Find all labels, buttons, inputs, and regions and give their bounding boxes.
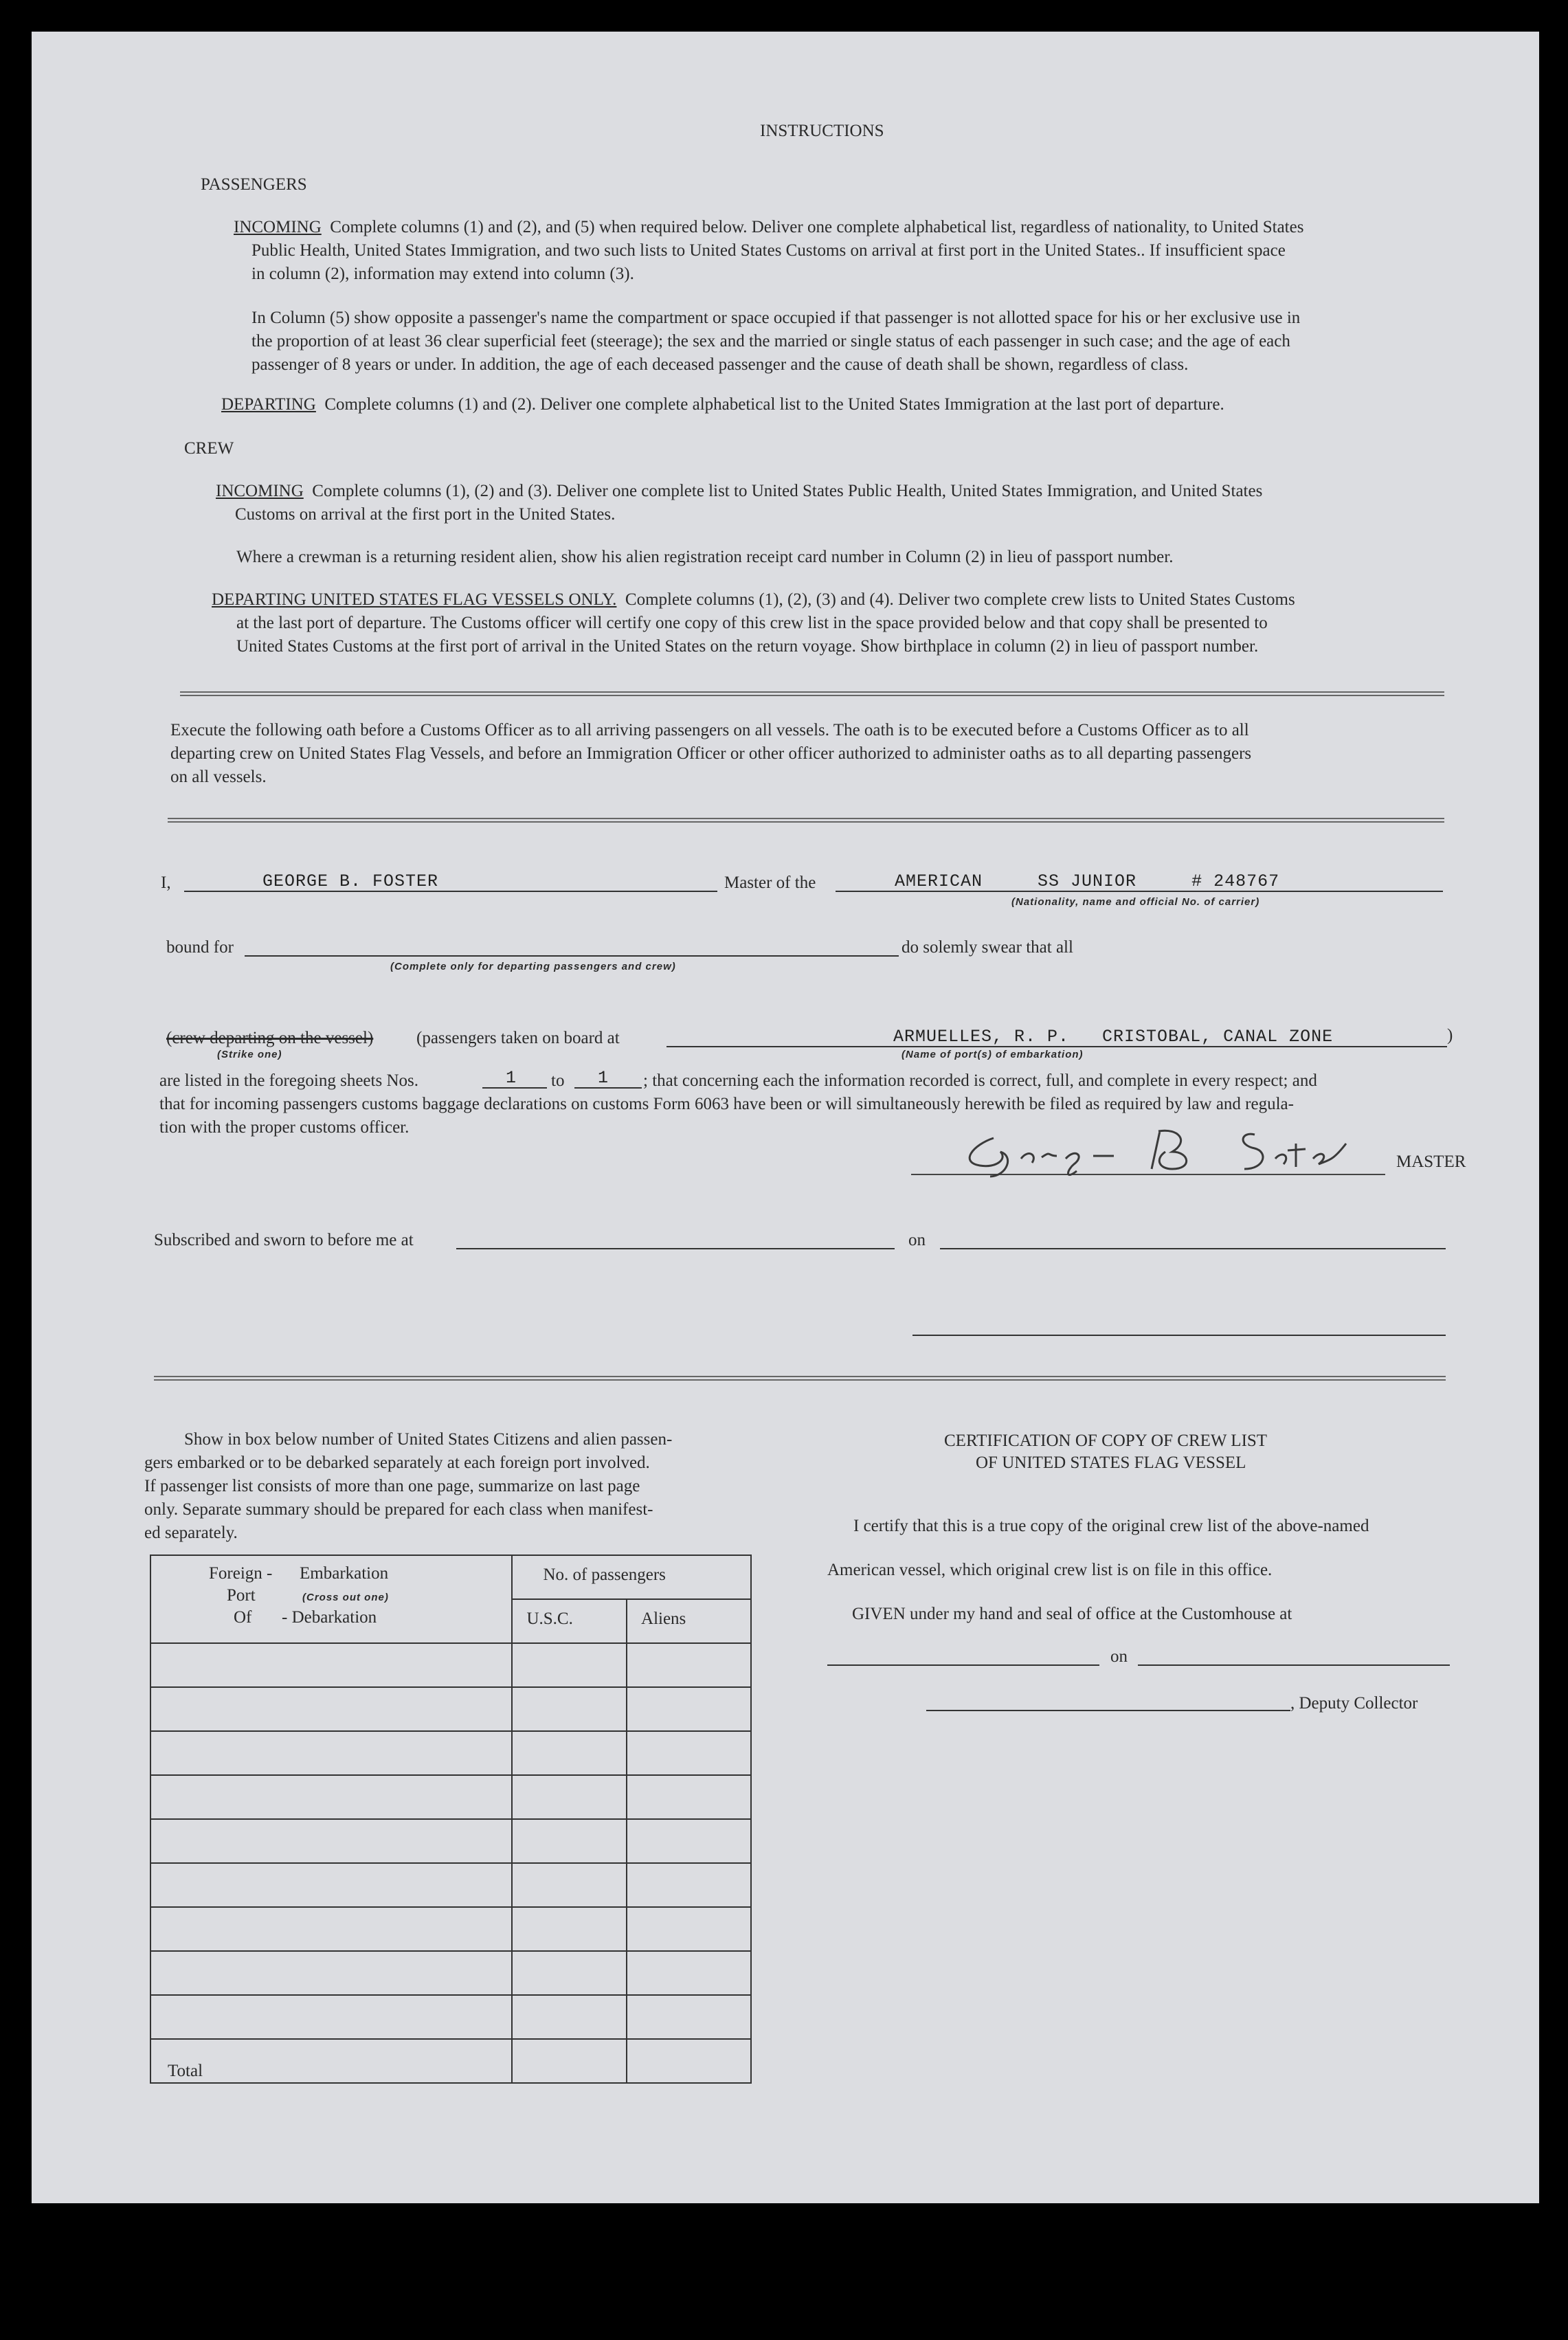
usc-cell[interactable] — [512, 1687, 627, 1731]
table-row — [150, 1687, 751, 1731]
deputy-collector-field[interactable] — [926, 1691, 1290, 1711]
port-cell[interactable] — [150, 1863, 512, 1907]
listed-suffix: ; that concerning each the information recorded is correct, full, and complete in every respect; and — [643, 1071, 1317, 1090]
bound-for-caption: (Complete only for departing passengers and crew) — [390, 961, 676, 972]
oath-intro-line2: departing crew on United States Flag Vessels, and before an Immigration Officer or other officer authorized to administer oaths as to all departing passengers — [170, 744, 1252, 763]
usc-cell[interactable] — [512, 1775, 627, 1819]
table-row — [150, 1819, 751, 1863]
oath-line2: that for incoming passengers customs baggage declarations on customs Form 6063 have been or will simultaneously herewith be filed as required by law and regula- — [159, 1095, 1294, 1113]
summary-intro-line4: only. Separate summary should be prepared for each class when manifest- — [144, 1500, 653, 1519]
incoming-line1: Complete columns (1) and (2), and (5) when required below. Deliver one complete alphabetical list, regardless of nationality, to United States — [330, 218, 1304, 236]
crew-heading: CREW — [184, 439, 234, 458]
crew-incoming-label: INCOMING — [216, 482, 304, 500]
flag-vessels-label: DEPARTING UNITED STATES FLAG VESSELS ONLY. — [212, 590, 617, 609]
column5-line2: the proportion of at least 36 clear superficial feet (steerage); the sex and the married or single status of each passenger in such case; and the age of each — [251, 332, 1290, 350]
flag-vessels-paragraph — [212, 588, 1295, 612]
usc-cell[interactable] — [512, 1951, 627, 1995]
port-caption: (Name of port(s) of embarkation) — [901, 1049, 1084, 1060]
summary-intro-line3: If passenger list consists of more than one page, summarize on last page — [144, 1477, 640, 1495]
aliens-cell[interactable] — [627, 1907, 751, 1951]
sworn-place-field[interactable] — [456, 1229, 895, 1249]
swear-text: do solemly swear that all — [901, 938, 1073, 957]
oath-intro-line3: on all vessels. — [170, 768, 267, 786]
certification-date-field[interactable] — [1138, 1645, 1450, 1666]
incoming-line3: in column (2), information may extend into column (3). — [251, 265, 634, 283]
debarkation-label: - Debarkation — [282, 1608, 377, 1627]
certification-line1: I certify that this is a true copy of the original crew list of the above-named — [853, 1517, 1369, 1535]
sworn-officer-field[interactable] — [912, 1315, 1446, 1336]
summary-intro-line1: Show in box below number of United States Citizens and alien passen- — [184, 1430, 673, 1449]
crewman-text: Where a crewman is a returning resident alien, show his alien registration receipt card number in Column (2) in lieu of passport number. — [236, 548, 1174, 566]
aliens-cell[interactable] — [627, 1687, 751, 1731]
certification-line2: American vessel, which original crew list is on file in this office. — [827, 1561, 1273, 1579]
carrier-caption: (Nationality, name and official No. of carrier) — [1011, 896, 1260, 908]
master-of-label: Master of the — [724, 873, 816, 892]
usc-cell[interactable] — [512, 1643, 627, 1687]
usc-cell[interactable] — [512, 1731, 627, 1775]
i-label: I, — [161, 873, 171, 892]
summary-intro-line2: gers embarked or to be debarked separately at each foreign port involved. — [144, 1453, 650, 1472]
port-cell[interactable] — [150, 1819, 512, 1863]
bound-for-field[interactable] — [245, 936, 899, 957]
crew-incoming-line1: Complete columns (1), (2) and (3). Deliver one complete list to United States Public Health, United States Immigration, and United States — [312, 482, 1263, 500]
port-cell[interactable] — [150, 1731, 512, 1775]
crew-option-struck: (crew departing on the vessel) — [166, 1029, 374, 1047]
usc-total-cell[interactable] — [512, 2039, 627, 2083]
carrier-value: AMERICAN SS JUNIOR # 248767 — [895, 871, 1280, 891]
instructions-title: INSTRUCTIONS — [760, 122, 884, 140]
aliens-cell[interactable] — [627, 1819, 751, 1863]
certification-on-label: on — [1110, 1647, 1128, 1666]
deputy-collector-label: , Deputy Collector — [1290, 1694, 1418, 1713]
flag-line2: at the last port of departure. The Customs officer will certify one copy of this crew list in the space provided below and that copy shall be presented to — [236, 614, 1268, 632]
no-passengers-header: No. of passengers — [512, 1555, 751, 1599]
subscribed-label: Subscribed and sworn to before me at — [154, 1231, 414, 1249]
master-label: MASTER — [1396, 1152, 1466, 1171]
listed-prefix: are listed in the foregoing sheets Nos. — [159, 1071, 418, 1090]
signature-text — [994, 1153, 1053, 1161]
section-divider — [180, 691, 1444, 696]
aliens-cell[interactable] — [627, 1995, 751, 2039]
aliens-cell[interactable] — [627, 1731, 751, 1775]
certification-line3: GIVEN under my hand and seal of office at the Customhouse at — [852, 1605, 1292, 1623]
crew-incoming-paragraph — [216, 480, 1262, 503]
usc-cell[interactable] — [512, 1863, 627, 1907]
oath-intro-line1: Execute the following oath before a Customs Officer as to all arriving passengers on all vessels. The oath is to be executed before a Customs Officer as to all — [170, 721, 1249, 739]
section-divider — [168, 818, 1444, 823]
port-label: Port — [227, 1586, 256, 1605]
summary-intro-line5: ed separately. — [144, 1524, 238, 1542]
total-row — [150, 2039, 751, 2083]
sheet-from-value: 1 — [506, 1068, 517, 1088]
port-cell[interactable] — [150, 1643, 512, 1687]
sworn-on-label: on — [908, 1231, 926, 1249]
usc-cell[interactable] — [512, 1995, 627, 2039]
port-header-cell — [150, 1555, 512, 1643]
usc-header: U.S.C. — [512, 1599, 627, 1643]
bound-for-label: bound for — [166, 938, 234, 957]
table-row — [150, 1643, 751, 1687]
flag-line1: Complete columns (1), (2), (3) and (4). Deliver two complete crew lists to United States Customs — [625, 590, 1295, 609]
master-name-value: GEORGE B. FOSTER — [262, 871, 439, 891]
departing-label: DEPARTING — [221, 395, 316, 414]
aliens-cell[interactable] — [627, 1951, 751, 1995]
port-cell[interactable] — [150, 1995, 512, 2039]
table-row — [150, 1995, 751, 2039]
crew-incoming-line2: Customs on arrival at the first port in the United States. — [235, 505, 616, 524]
strike-caption: (Strike one) — [217, 1049, 282, 1060]
aliens-cell[interactable] — [627, 1643, 751, 1687]
passenger-summary-table — [150, 1555, 752, 2084]
certification-title-line2: OF UNITED STATES FLAG VESSEL — [976, 1453, 1246, 1472]
departing-text: Complete columns (1) and (2). Deliver one complete alphabetical list to the United States Immigration at the last port of departure. — [324, 395, 1224, 414]
table-row — [150, 1951, 751, 1995]
close-paren: ) — [1447, 1026, 1453, 1045]
port-cell[interactable] — [150, 1951, 512, 1995]
usc-cell[interactable] — [512, 1907, 627, 1951]
incoming-label: INCOMING — [234, 218, 322, 236]
table-row — [150, 1863, 751, 1907]
aliens-total-cell[interactable] — [627, 2039, 751, 2083]
port-value: ARMUELLES, R. P. CRISTOBAL, CANAL ZONE — [893, 1027, 1334, 1047]
table-row — [150, 1775, 751, 1819]
passengers-heading: PASSENGERS — [201, 175, 307, 194]
signature-image — [952, 1111, 1365, 1179]
oath-line3: tion with the proper customs officer. — [159, 1118, 410, 1137]
table-row — [150, 1731, 751, 1775]
port-cell[interactable] — [150, 1775, 512, 1819]
sheet-to-value: 1 — [598, 1068, 609, 1088]
passengers-incoming-paragraph — [234, 216, 1303, 239]
column5-line3: passenger of 8 years or under. In addition, the age of each deceased passenger and the cause of death shall be shown, regardless of class. — [251, 355, 1189, 374]
passengers-option: (passengers taken on board at — [416, 1029, 620, 1047]
usc-cell[interactable] — [512, 1819, 627, 1863]
of-label: Of — [234, 1608, 252, 1627]
to-label: to — [551, 1071, 565, 1090]
total-label: Total — [150, 2039, 512, 2083]
customhouse-field[interactable] — [827, 1645, 1099, 1666]
embarkation-label: Embarkation — [300, 1564, 389, 1583]
aliens-cell[interactable] — [627, 1775, 751, 1819]
cross-out-caption: (Cross out one) — [302, 1592, 389, 1603]
table-header-row — [150, 1555, 751, 1599]
incoming-line2: Public Health, United States Immigration, and two such lists to United States Customs on arrival at first port in the United States.. If insufficient space — [251, 241, 1286, 260]
column5-line1: In Column (5) show opposite a passenger's name the compartment or space occupied if that passenger is not allotted space for his or her exclusive use in — [251, 309, 1301, 327]
port-cell[interactable] — [150, 1907, 512, 1951]
section-divider — [154, 1376, 1446, 1381]
foreign-label: Foreign - — [209, 1564, 273, 1583]
form-page — [32, 32, 1539, 2203]
port-cell[interactable] — [150, 1687, 512, 1731]
aliens-header: Aliens — [627, 1599, 751, 1643]
aliens-cell[interactable] — [627, 1863, 751, 1907]
certification-title-line1: CERTIFICATION OF COPY OF CREW LIST — [944, 1431, 1268, 1450]
table-row — [150, 1907, 751, 1951]
departing-paragraph — [221, 393, 1224, 416]
flag-line3: United States Customs at the first port of arrival in the United States on the return voyage. Show birthplace in column (2) in lieu of passport number. — [236, 637, 1259, 656]
signature — [952, 1111, 1365, 1179]
sworn-date-field[interactable] — [940, 1229, 1446, 1249]
